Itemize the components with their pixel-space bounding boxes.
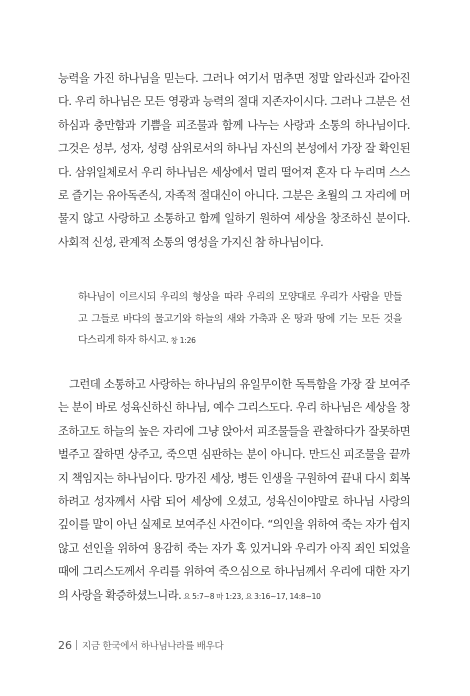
quote-text: 다스리게 하자 하시고. [78, 335, 169, 346]
text-line: 물지 않고 사랑하고 소통하고 함께 일하기 원하여 세상을 창조하신 분이다. [58, 212, 410, 226]
text-line: 조하고도 하늘의 높은 자리에 그냥 앉아서 피조물들을 관찰하다가 잘못하면 [58, 424, 410, 438]
page-footer [58, 636, 223, 652]
text-line: 다. 삼위일체로서 우리 하나님은 세상에서 멀리 떨어져 혼자 다 누리며 스스 [58, 165, 410, 179]
footer-divider [76, 640, 77, 650]
quote-line-last [78, 330, 402, 352]
page-number: 26 [58, 639, 72, 652]
text-line: 는 분이 바로 성육신하신 하나님, 예수 그리스도다. 우리 하나님은 세상을 창 [58, 401, 410, 415]
text-line: 벌주고 잘하면 상주고, 죽으면 심판하는 분이 아니다. 만드신 피조물을 끝까 [58, 448, 410, 462]
text-line: 하려고 성자께서 사람 되어 세상에 오셨고, 성육신이야말로 하나님 사랑의 [58, 494, 410, 508]
text-line: 하심과 충만함과 기쁨을 피조물과 함께 나누는 사랑과 소통의 하나님이다. [58, 118, 410, 132]
paragraph-2 [58, 373, 410, 607]
text-line: 사회적 신성, 관계적 소통의 영성을 가지신 참 하나님이다. [58, 235, 324, 249]
text-line: 때에 그리스도께서 우리를 위하여 죽으심으로 하나님께서 우리에 대한 자기 [58, 565, 410, 579]
text-line: 않고 선인을 위하여 용감히 죽는 자가 혹 있거니와 우리가 아직 죄인 되었을 [58, 541, 410, 555]
text-line: 로 즐기는 유아독존식, 자족적 절대신이 아니다. 그분은 초월의 그 자리에 머 [58, 188, 410, 202]
text-line: 능력을 가진 하나님을 믿는다. 그러나 여기서 멈추면 정말 알라신과 같아진 [58, 72, 410, 85]
bible-reference: 요 5:7~8 마 1:23, 요 3:16~17, 14:8~10 [183, 591, 321, 601]
text-line: 깊이를 말이 아닌 실제로 보여주신 사건이다. “의인을 위하여 죽는 자가 쉽지 [58, 518, 410, 532]
quote-line: 하나님이 이르시되 우리의 형상을 따라 우리의 모양대로 우리가 사람을 만들 [78, 292, 402, 303]
paragraph-text: 의 사랑을 확증하셨느니라. [58, 588, 182, 602]
scripture-quote [78, 287, 402, 352]
paragraph-1 [58, 67, 410, 254]
text-line: 그것은 성부, 성자, 성령 삼위로서의 하나님 자신의 본성에서 가장 잘 확인된 [58, 142, 410, 156]
text-line: 지 책임지는 하나님이다. 망가진 세상, 병든 인생을 구원하여 끝내 다시 회복 [58, 471, 410, 485]
running-title: 지금 한국에서 하나님나라를 배우다 [82, 641, 224, 652]
text-line-last [58, 584, 410, 607]
text-line: 그런데 소통하고 사랑하는 하나님의 유일무이한 독특함을 가장 잘 보여주 [69, 378, 410, 391]
quote-reference: 창 1:26 [170, 336, 196, 345]
quote-line: 고 그들로 바다의 물고기와 하늘의 새와 가축과 온 땅과 땅에 기는 모든 것을 [78, 313, 402, 325]
text-line: 다. 우리 하나님은 모든 영광과 능력의 절대 지존자이시다. 그러나 그분은 선 [58, 95, 410, 109]
